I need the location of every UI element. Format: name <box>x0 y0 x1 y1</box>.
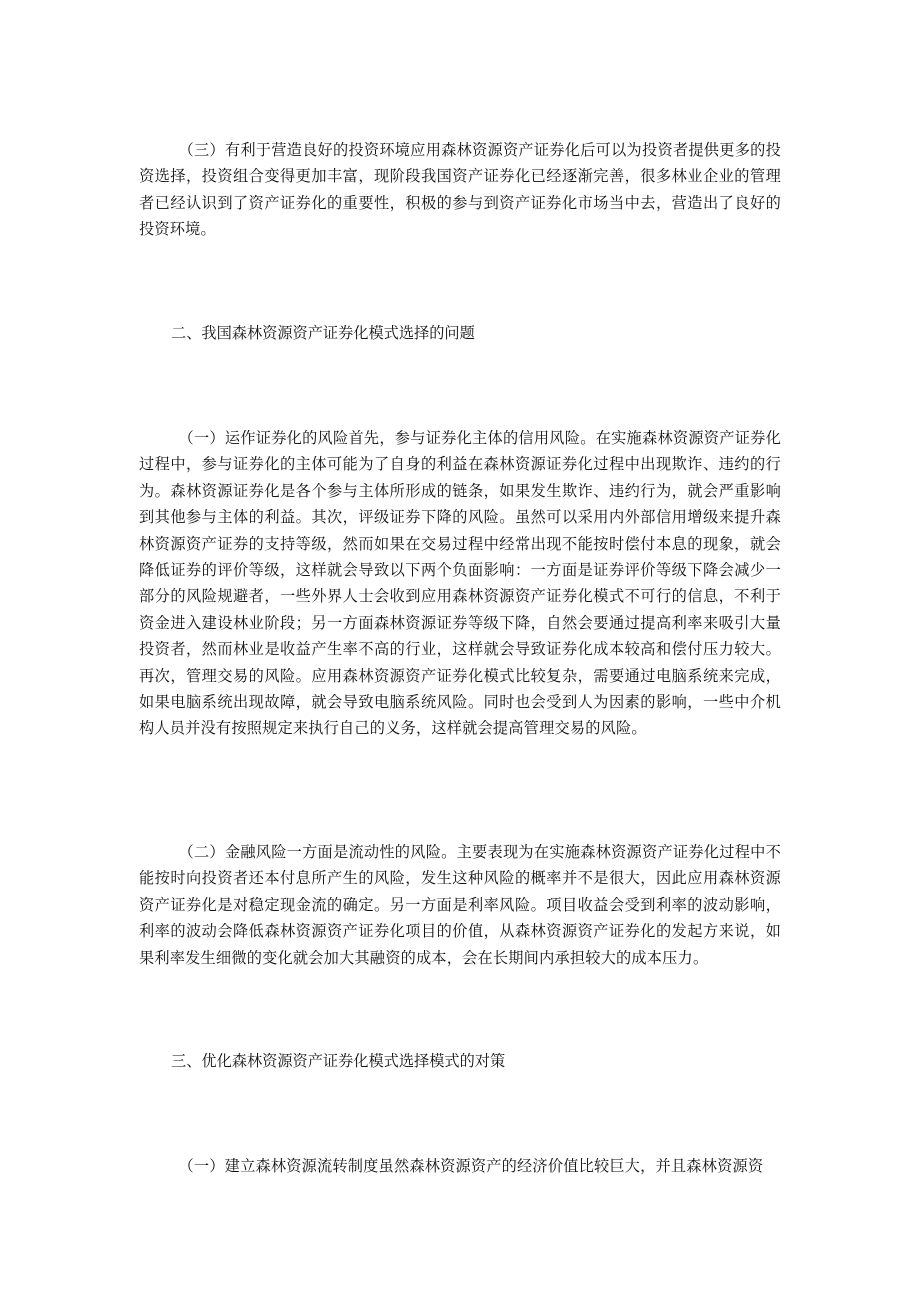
paragraph-circulation-system: （一）建立森林资源流转制度虽然森林资源资产的经济价值比较巨大，并且森林资源资 <box>178 1157 764 1175</box>
paragraph-financial-risk: （二）金融风险一方面是流动性的风险。主要表现为在实施森林资源资产证券化过程中不能按时向投资者还本付息所产生的风险，发生这种风险的概率并不是很大，因此应用森林资源资产证券化是对稳定现金流的确定。另一方面是利率风险。项目收益会受到利率的波动影响，利率的波动会降低森林资源资产证券化项目的价值，从森林资源资产证券化的发起方来说，如果利率发生细微的变化就会加大其融资的成本，会在长期间内承担较大的成本压力。 <box>139 843 781 967</box>
section-heading-countermeasures: 三、优化森林资源资产证券化模式选择模式的对策 <box>171 1052 506 1070</box>
paragraph-operational-risk: （一）运作证券化的风险首先，参与证券化主体的信用风险。在实施森林资源资产证券化过程中，参与证券化的主体可能为了自身的利益在森林资源证券化过程中出现欺诈、违约的行为。森林资源证券化是各个参与主体所形成的链条，如果发生欺诈、违约行为，就会严重影响到其他参与主体的利益。其次，评级证券下降的风险。虽然可以采用内外部信用增级来提升森林资源资产证券的支持等级，然而如果在交易过程中经常出现不能按时偿付本息的现象，就会降低证券的评价等级，这样就会导致以下两个负面影响：一方面是证券评价等级下降会减少一部分的风险规避者，一些外界人士会收到应用森林资源资产证券化模式不可行的信息，不利于资金进入建设林业阶段；另一方面森林资源证券等级下降，自然会要通过提高利率来吸引大量投资者，然而林业是收益产生率不高的行业，这样就会导致证券化成本较高和偿付压力较大。再次，管理交易的风险。应用森林资源资产证券化模式比较复杂，需要通过电脑系统来完成，如果电脑系统出现故障，就会导致电脑系统风险。同时也会受到人为因素的影响，一些中介机构人员并没有按照规定来执行自己的义务，这样就会提高管理交易的风险。 <box>139 429 781 738</box>
section-heading-problems: 二、我国森林资源资产证券化模式选择的问题 <box>171 324 475 342</box>
paragraph-investment-environment: （三）有利于营造良好的投资环境应用森林资源资产证券化后可以为投资者提供更多的投资选择，投资组合变得更加丰富，现阶段我国资产证券化已经逐渐完善，很多林业企业的管理者已经认识到了资产证券化的重要性，积极的参与到资产证券化市场当中去，营造出了良好的投资环境。 <box>139 141 781 239</box>
